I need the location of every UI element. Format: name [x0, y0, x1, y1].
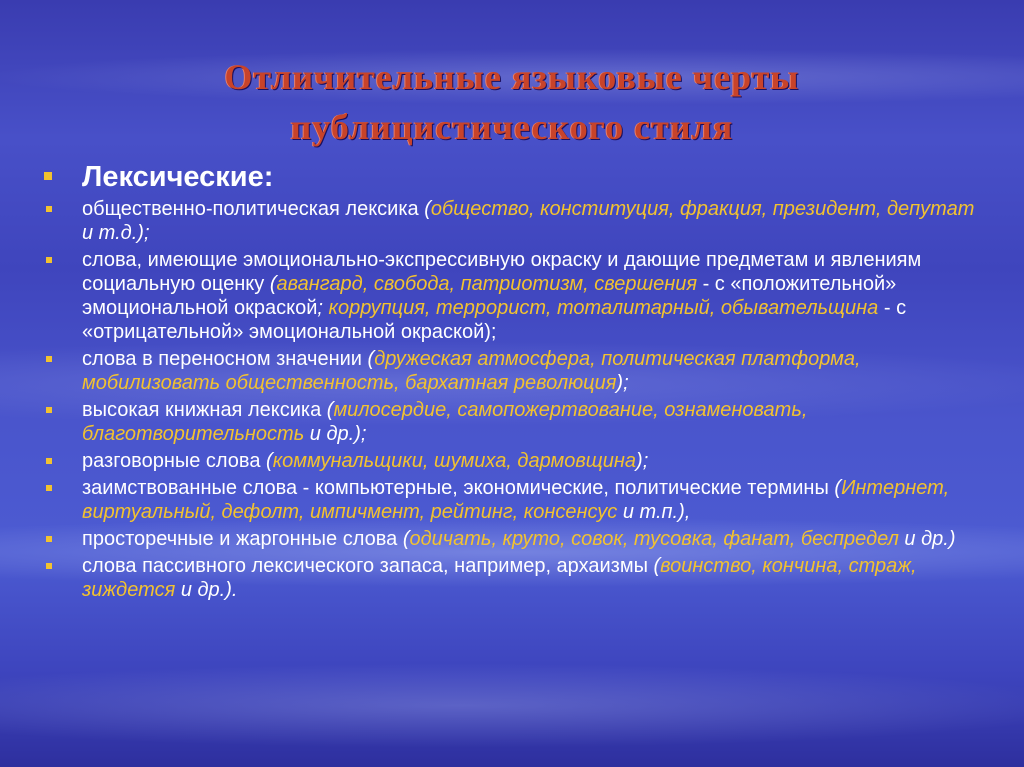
- bullet-list: [44, 160, 984, 605]
- item-text: слова пассивного лексического запаса, например, архаизмы: [82, 555, 654, 577]
- square-bullet-icon: [46, 458, 52, 464]
- item-paren: (: [326, 399, 334, 421]
- item-paren: (: [653, 555, 661, 577]
- item-tail: и др.);: [304, 423, 367, 445]
- item-positive-note: - с «положительной» эмоциональной окраской: [82, 273, 897, 319]
- item-text: высокая книжная лексика: [82, 399, 327, 421]
- item-examples: Интернет, виртуальный, дефолт, импичмент, рейтинг, консенсус: [82, 477, 950, 523]
- square-bullet-icon: [44, 172, 52, 180]
- item-text: слова, имеющие эмоционально-экспрессивную окраску и дающие предметам и явлениям социальную оценку: [82, 249, 922, 295]
- item-paren: (: [367, 348, 375, 370]
- item-examples: одичать, круто, совок, тусовка, фанат, беспредел: [409, 528, 899, 550]
- slide-title: [0, 52, 1024, 152]
- item-negative-note: - с «отрицательной» эмоциональной окраской);: [82, 297, 907, 343]
- item-examples: коммунальщики, шумиха, дармовщина: [272, 450, 637, 472]
- item-examples-positive: авангард, свобода, патриотизм, свершения: [276, 273, 698, 295]
- item-tail: и т.п.),: [617, 501, 691, 523]
- slide-title-line-1: Отличительные языковые черты: [224, 57, 800, 97]
- item-text: разговорные слова: [82, 450, 267, 472]
- list-item-bookish: [44, 398, 984, 446]
- item-tail: );: [616, 372, 629, 394]
- item-examples-negative: коррупция, террорист, тоталитарный, обывательщина: [328, 297, 879, 319]
- item-tail: и т.д.);: [82, 222, 150, 244]
- item-separator: ;: [317, 297, 323, 319]
- item-paren: (: [269, 273, 277, 295]
- square-bullet-icon: [46, 257, 52, 263]
- item-examples: воинство, кончина, страж, зиждется: [82, 555, 917, 601]
- item-text: слова в переносном значении: [82, 348, 368, 370]
- square-bullet-icon: [46, 485, 52, 491]
- item-tail: и др.): [898, 528, 956, 550]
- item-examples: дружеская атмосфера, политическая платформа, мобилизовать общественность, бархатная революция: [82, 348, 861, 394]
- square-bullet-icon: [46, 407, 52, 413]
- list-item-archaic: [44, 554, 984, 602]
- list-item-expressive: [44, 248, 984, 344]
- item-text: общественно-политическая лексика: [82, 198, 425, 220]
- item-text: заимствованные слова - компьютерные, экономические, политические термины: [82, 477, 835, 499]
- list-item-colloquial: [44, 449, 984, 473]
- item-examples: общество, конституция, фракция, президент, депутат: [430, 198, 975, 220]
- item-tail: );: [636, 450, 649, 472]
- list-item-borrowed: [44, 476, 984, 524]
- list-item-sociopolitical: [44, 197, 984, 245]
- square-bullet-icon: [46, 356, 52, 362]
- item-tail: и др.).: [175, 579, 238, 601]
- item-examples: милосердие, самопожертвование, ознаменовать, благотворительность: [82, 399, 808, 445]
- item-paren: (: [424, 198, 431, 220]
- slide-title-line-2: публицистического стиля: [290, 107, 734, 147]
- list-item-figurative: [44, 347, 984, 395]
- item-paren: (: [834, 477, 842, 499]
- square-bullet-icon: [46, 206, 52, 212]
- heading-text: Лексические:: [82, 161, 274, 193]
- section-heading: [44, 160, 984, 194]
- list-item-slang: [44, 527, 984, 551]
- item-paren: (: [402, 528, 410, 550]
- square-bullet-icon: [46, 563, 52, 569]
- item-text: просторечные и жаргонные слова: [82, 528, 403, 550]
- item-paren: (: [266, 450, 273, 472]
- square-bullet-icon: [46, 536, 52, 542]
